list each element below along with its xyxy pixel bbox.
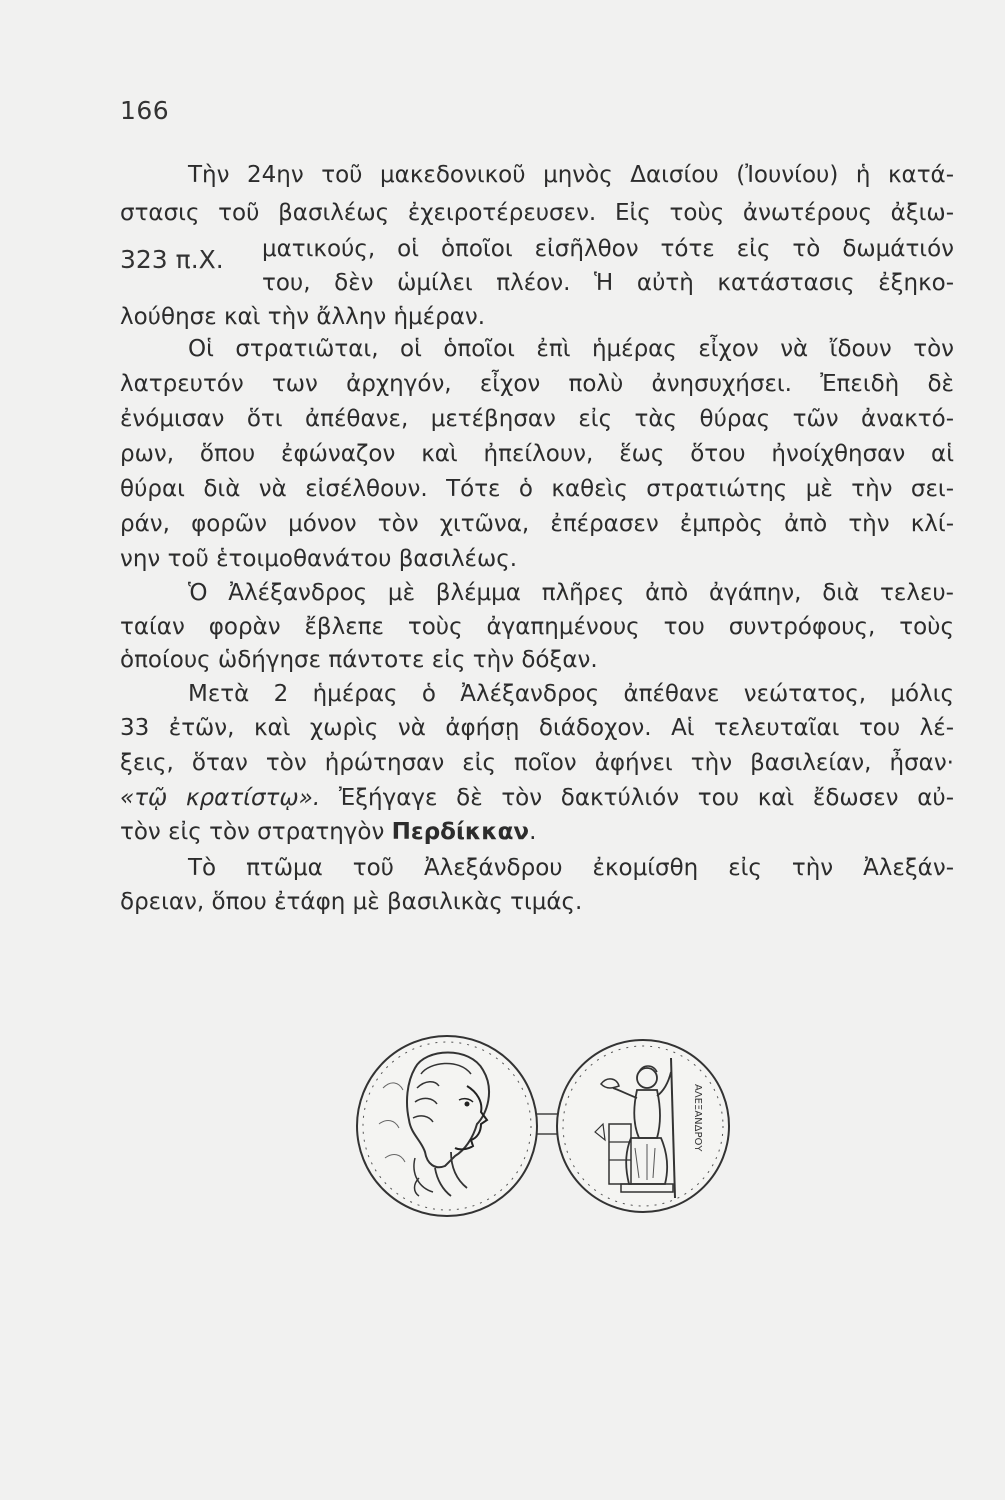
text-line: νην τοῦ ἑτοιμοθανάτου βασιλέως. (120, 546, 518, 572)
name-before: τὸν εἰς τὸν στρατηγὸν (120, 819, 392, 845)
text-line: δρειαν, ὅπου ἐτάφη μὲ βασιλικὰς τιμάς. (120, 889, 583, 915)
text-line: του, δὲν ὡμίλει πλέον. Ἡ αὐτὴ κατάστασις ἐξηκο- (262, 270, 954, 296)
alexander-coins-illustration (355, 1028, 733, 1224)
text-line-name (120, 817, 954, 847)
text-line: Τὴν 24ην τοῦ μακεδονικοῦ μηνὸς Δαισίου (Ἰουνίου) ἡ κατά- (188, 162, 954, 188)
page-number: 166 (120, 96, 170, 125)
text-line: ράν, φορῶν μόνον τὸν χιτῶνα, ἐπέρασεν ἐμπρὸς ἀπὸ τὴν κλί- (120, 511, 954, 537)
text-line: ματικούς, οἱ ὁποῖοι εἰσῆλθον τότε εἰς τὸ δωμάτιόν (262, 236, 954, 262)
text-line: Οἱ στρατιῶται, οἱ ὁποῖοι ἐπὶ ἡμέρας εἶχον νὰ ἴδουν τὸν (188, 336, 954, 362)
quote-text: «τῷ κρατίστῳ». (120, 785, 321, 811)
margin-date-note: 323 π.Χ. (120, 245, 224, 274)
text-line: θύραι διὰ νὰ εἰσέλθουν. Τότε ὁ καθεὶς στρατιώτης μὲ τὴν σει- (120, 476, 954, 502)
text-line-quote (120, 783, 954, 813)
text-line: Τὸ πτῶμα τοῦ Ἀλεξάνδρου ἐκομίσθη εἰς τὴν Ἀλεξάν- (188, 855, 954, 881)
coin-obverse (357, 1036, 537, 1216)
text-line: λούθησε καὶ τὴν ἄλλην ἡμέραν. (120, 304, 486, 330)
text-line: ἐνόμισαν ὅτι ἀπέθανε, μετέβησαν εἰς τὰς θύρας τῶν ἀνακτό- (120, 406, 954, 432)
text-line: ταίαν φορὰν ἔβλεπε τοὺς ἀγαπημένους του συντρόφους, τοὺς (120, 614, 954, 640)
general-name: Περδίκκαν (391, 819, 530, 845)
text-line: λατρευτόν των ἀρχηγόν, εἶχον πολὺ ἀνησυχήσει. Ἐπειδὴ δὲ (120, 371, 954, 397)
quote-rest: Ἐξήγαγε δὲ τὸν δακτύλιόν του καὶ ἔδωσεν αὐ- (320, 785, 954, 811)
text-line: Ὁ Ἀλέξανδρος μὲ βλέμμα πλῆρες ἀπὸ ἀγάπην, διὰ τελευ- (188, 580, 954, 606)
text-line: ξεις, ὅταν τὸν ἠρώτησαν εἰς ποῖον ἀφήνει τὴν βασιλείαν, ἦσαν· (120, 750, 954, 776)
coin-inscription: ΑΛΕΞΑΝΔΡΟΥ (692, 1084, 703, 1152)
coin-reverse (557, 1040, 729, 1212)
text-line: ὁποίους ὡδήγησε πάντοτε εἰς τὴν δόξαν. (120, 647, 598, 673)
name-after: . (529, 819, 537, 845)
text-line: στασις τοῦ βασιλέως ἐχειροτέρευσεν. Εἰς τοὺς ἀνωτέρους ἀξιω- (120, 200, 954, 226)
text-line: Μετὰ 2 ἡμέρας ὁ Ἀλέξανδρος ἀπέθανε νεώτατος, μόλις (188, 681, 954, 707)
text-line: 33 ἐτῶν, καὶ χωρὶς νὰ ἀφήσῃ διάδοχον. Αἱ τελευταῖαι του λέ- (120, 715, 954, 741)
text-line: ρων, ὅπου ἐφώναζον καὶ ἠπείλουν, ἕως ὅτου ἠνοίχθησαν αἱ (120, 441, 954, 467)
